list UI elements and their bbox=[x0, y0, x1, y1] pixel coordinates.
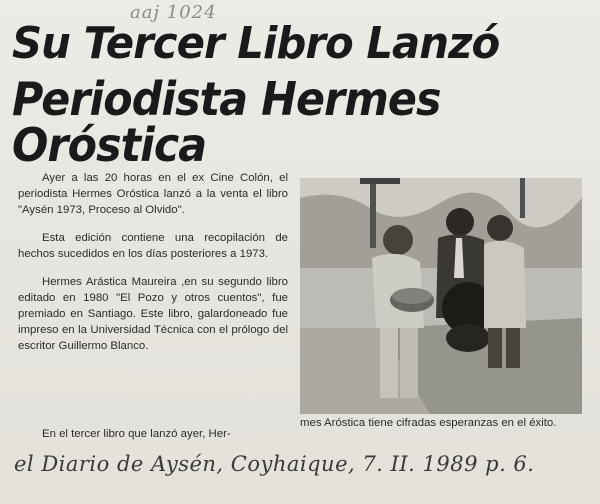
handwritten-source-note: el Diario de Aysén, Coyhaique, 7. II. 1989 p. 6. bbox=[14, 452, 535, 476]
headline-line-2: Periodista Hermes Oróstica bbox=[12, 72, 441, 172]
headline-line-1: Su Tercer Libro Lanzó bbox=[12, 18, 500, 69]
article-continuation-line: En el tercer libro que lanzó ayer, Her- bbox=[42, 428, 231, 440]
article-paragraph: Ayer a las 20 horas en el ex Cine Colón, el periodista Hermes Oróstica lanzó a la venta el libro "Aysén 1973, Proceso al Olvido". bbox=[18, 172, 288, 216]
news-photo bbox=[300, 178, 582, 414]
article-paragraph: Esta edición contiene una recopilación de hechos sucedidos en los días posteriores a 1973. bbox=[18, 232, 288, 260]
photo-illustration bbox=[300, 178, 582, 414]
archive-reference-code: aaj 1024 bbox=[130, 2, 217, 23]
headline bbox=[12, 18, 592, 172]
photo-caption: mes Aróstica tiene cifradas esperanzas en el éxito. bbox=[300, 417, 557, 429]
article-body bbox=[18, 170, 288, 366]
article-paragraph: Hermes Arástica Maureira ,en su segundo libro editado en 1980 "El Pozo y otros cuentos", fue premiado en Santiago. Este libro, galardoneado fue impreso en la Universidad Técnica con el prólogo del escritor Guillermo Blanco. bbox=[18, 276, 288, 352]
